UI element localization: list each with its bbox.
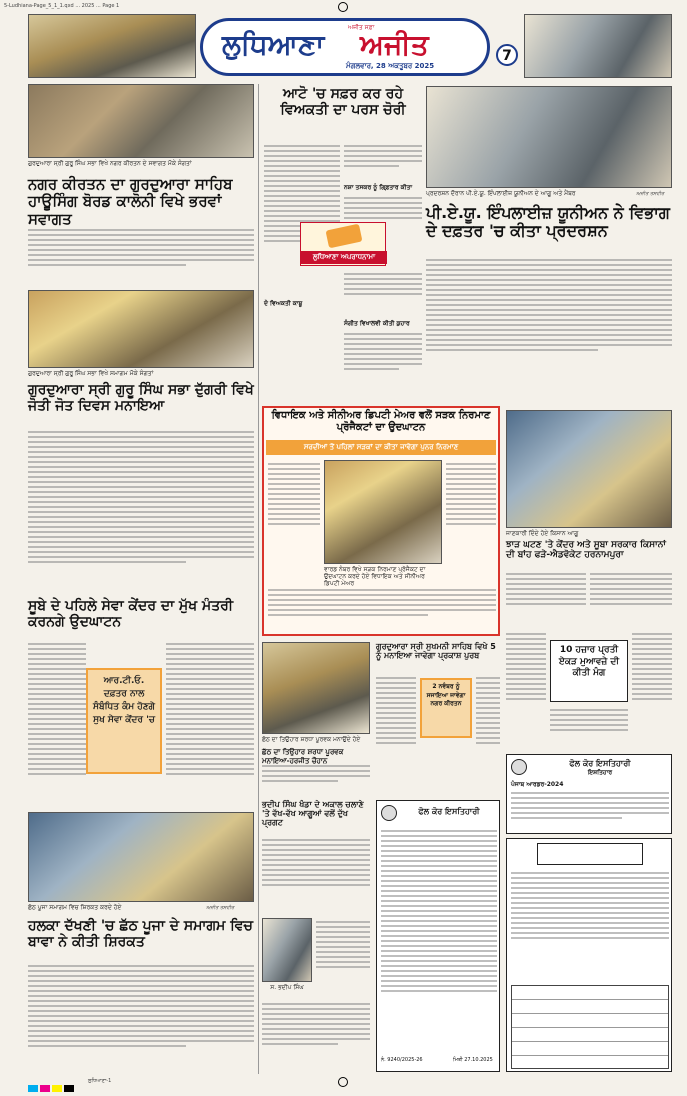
public-notice-2 bbox=[376, 800, 500, 1072]
pau-union-body bbox=[426, 256, 672, 402]
notice-2-date: ਮਿਤੀ 27.10.2025 bbox=[453, 1057, 493, 1063]
notice-2-title: ਫੋਲ ਕੋਰ ਇਸਤਿਹਾਰੀ bbox=[418, 807, 480, 816]
print-slug: 5-Ludhiana-Page_5_1_1.qxd ... 2025 ... Page 1 bbox=[4, 3, 120, 9]
seva-kendra-body-right bbox=[166, 640, 254, 810]
gurdwara-ceremony-caption: ਗੁਰਦੁਆਰਾ ਸ੍ਰੀ ਗੁਰੂ ਸਿੰਘ ਸਭਾ ਵਿਖੇ ਸਮਾਗਮ ਮੌਕੇ ਸੰਗਤਾਂ bbox=[28, 370, 154, 377]
registration-mark-bottom bbox=[338, 1077, 348, 1087]
bhadipdeep-body-top bbox=[262, 836, 370, 916]
notice-2-ref: ਨੰ. 9240/2025-26 bbox=[381, 1057, 423, 1063]
bhadipdeep-headline: ਭਦੀਪ ਸਿੰਘ ਖੰਡਾ ਦੇ ਅਕਾਲ ਚਲਾਣੇ 'ਤੇ ਵੱਖ-ਵੱਖ ਆਗੂਆਂ ਵਲੋਂ ਦੁੱਖ ਪ੍ਰਗਟ bbox=[262, 800, 364, 828]
halqa-dakhni-body bbox=[28, 962, 254, 1072]
purse-theft-headline: ਆਟੋ 'ਚ ਸਫ਼ਰ ਕਰ ਰਹੇ ਵਿਅਕਤੀ ਦਾ ਪਰਸ ਚੋਰੀ bbox=[280, 86, 406, 119]
registration-mark-top bbox=[338, 2, 348, 12]
road-projects-body-bottom bbox=[268, 586, 496, 632]
road-projects-body-left bbox=[268, 460, 320, 570]
public-notice-1 bbox=[506, 754, 672, 834]
notice-1-ref: ਪੰਜਾਬ ਆਰਡਰ-2024 bbox=[511, 781, 564, 788]
bhadipdeep-photo-caption: ਸ. ਭਦੀਪ ਸਿੰਘ bbox=[270, 984, 304, 991]
farmers-body-col1 bbox=[506, 630, 546, 750]
purse-theft-body-left bbox=[264, 142, 340, 402]
halqa-dakhni-credit: ਅਜੀਤ ਤਸਵੀਰ bbox=[206, 905, 235, 911]
masthead-left-photo bbox=[28, 14, 196, 78]
footer-code: ਲੁਧਿਆਣਾ-1 bbox=[88, 1078, 112, 1084]
chhath-headline: ਛੱਠ ਦਾ ਤਿਉਹਾਰ ਸ਼ਰਧਾ ਪੂਰਵਕ ਮਨਾਇਆ-ਹਰਜੀਤ ਚੌਹਾਨ bbox=[262, 748, 344, 765]
seva-kendra-quote-box bbox=[86, 668, 162, 774]
road-projects-photo bbox=[324, 460, 442, 564]
public-notice-3 bbox=[506, 838, 672, 1072]
farmers-photo bbox=[506, 410, 672, 528]
bhadipdeep-body-side bbox=[316, 918, 370, 998]
chhath-body bbox=[262, 762, 370, 792]
pau-union-photo bbox=[426, 86, 672, 188]
farmers-caption: ਜਾਣਕਾਰੀ ਦਿੰਦੇ ਹੋਏ ਕਿਸਾਨ ਆਗੂ bbox=[506, 530, 579, 537]
nagar-kirtan-body bbox=[28, 226, 254, 288]
halqa-dakhni-photo bbox=[28, 812, 254, 902]
notice-1-body bbox=[511, 789, 669, 831]
sukhmani-body-right bbox=[476, 674, 500, 794]
notice-3-header bbox=[537, 843, 643, 865]
notice-3-body bbox=[511, 869, 669, 979]
masthead-banner bbox=[200, 18, 490, 76]
pau-union-headline: ਪੀ.ਏ.ਯੂ. ਇੰਪਲਾਈਜ਼ ਯੂਨੀਅਨ ਨੇ ਵਿਭਾਗ ਦੇ ਦਫ਼ਤਰ 'ਚ ਕੀਤਾ ਪ੍ਰਦਰਸ਼ਨ bbox=[426, 203, 670, 241]
bhadipdeep-photo bbox=[262, 918, 312, 982]
nagar-kirtan-photo bbox=[28, 84, 254, 158]
notice-1-heading: ਇਸ਼ਤਿਹਾਰ bbox=[587, 769, 613, 776]
farmers-quote-box bbox=[550, 640, 628, 702]
road-projects-headline: ਵਿਧਾਇਕ ਅਤੇ ਸੀਨੀਅਰ ਡਿਪਟੀ ਮੇਅਰ ਵਲੋਂ ਸੜਕ ਨਿਰਮਾਣ ਪ੍ਰੋਜੈਕਟਾਂ ਦਾ ਉਦਘਾਟਨ bbox=[271, 410, 491, 433]
halqa-dakhni-caption: ਛੱਠ ਪੂਜਾ ਸਮਾਗਮ ਵਿਚ ਸ਼ਿਰਕਤ ਕਰਦੇ ਹੋਏ bbox=[28, 904, 122, 911]
bhadipdeep-body-bottom bbox=[262, 1000, 370, 1070]
sukhmani-body-left bbox=[376, 674, 416, 794]
purse-theft-body-bottom bbox=[344, 270, 422, 320]
notice-1-emblem bbox=[511, 759, 527, 775]
masthead-tagline: ਅਜੀਤ ਸਫ਼ਾ bbox=[348, 24, 375, 31]
farmers-body-bottom bbox=[550, 706, 628, 750]
gurdwara-ceremony-photo bbox=[28, 290, 254, 368]
sukhmani-quote-box bbox=[420, 678, 472, 738]
masthead-city: ਲੁਧਿਆਣਾ bbox=[222, 28, 325, 61]
crime-logo-icon bbox=[326, 224, 363, 249]
masthead-title: ਅਜੀਤ bbox=[360, 28, 429, 61]
notice-2-emblem bbox=[381, 805, 397, 821]
pau-union-credit: ਅਜੀਤ ਤਸਵੀਰ bbox=[636, 191, 665, 197]
chhath-caption: ਛੱਠ ਦਾ ਤਿਉਹਾਰ ਸ਼ਰਧਾ ਪੂਰਵਕ ਮਨਾਉਂਦੇ ਹੋਏ bbox=[262, 736, 361, 743]
masthead-date: ਮੰਗਲਵਾਰ, 28 ਅਕਤੂਬਰ 2025 bbox=[346, 62, 435, 70]
seva-kendra-headline: ਸੂਬੇ ਦੇ ਪਹਿਲੇ ਸੇਵਾ ਕੇਂਦਰ ਦਾ ਮੁੱਖ ਮੰਤਰੀ ਕਰਨਗੇ ਉਦਘਾਟਨ bbox=[28, 598, 234, 631]
guru-singh-sabha-headline: ਗੁਰਦੁਆਰਾ ਸ੍ਰੀ ਗੁਰੂ ਸਿੰਘ ਸਭਾ ਦੁੱਗਰੀ ਵਿਖੇ ਜੋਤੀ ਜੋਤ ਦਿਵਸ ਮਨਾਇਆ bbox=[28, 382, 254, 415]
seva-kendra-quote: ਆਰ.ਟੀ.ਓ. ਦਫ਼ਤਰ ਨਾਲ ਸੰਬੰਧਿਤ ਕੰਮ ਹੋਣਗੇ ਸੁਖ ਸੇਵਾ ਕੇਂਦਰ 'ਚ bbox=[93, 676, 155, 726]
farmers-quote: 10 ਹਜ਼ਾਰ ਪ੍ਰਤੀ ਏਕੜ ਮੁਆਵਜ਼ੇ ਦੀ ਕੀਤੀ ਮੰਗ bbox=[558, 645, 620, 679]
road-projects-body-right bbox=[446, 460, 496, 570]
music-body bbox=[344, 330, 422, 400]
seva-kendra-body-left bbox=[28, 640, 86, 810]
farmers-body-col3 bbox=[632, 630, 672, 750]
notice-1-title: ਫੋਲ ਕੋਰ ਇਸਤਿਹਾਰੀ bbox=[569, 759, 631, 768]
masthead-right-photo bbox=[524, 14, 672, 78]
nagar-kirtan-headline: ਨਗਰ ਕੀਰਤਨ ਦਾ ਗੁਰਦੁਆਰਾ ਸਾਹਿਬ ਹਾਊਸਿੰਗ ਬੋਰਡ ਕਾਲੋਨੀ ਵਿਖੇ ਭਰਵਾਂ ਸਵਾਗਤ bbox=[28, 175, 233, 228]
chhath-photo bbox=[262, 642, 370, 734]
pau-union-caption: ਪ੍ਰਦਰਸ਼ਨ ਦੌਰਾਨ ਪੀ.ਏ.ਯੂ. ਇੰਪਲਾਈਜ਼ ਯੂਨੀਅਨ ਦੇ ਆਗੂ ਅਤੇ ਮੈਂਬਰ bbox=[426, 190, 576, 197]
road-projects-subhead: ਸਰਦੀਆਂ ਤੋਂ ਪਹਿਲਾਂ ਸੜਕਾਂ ਦਾ ਕੀਤਾ ਜਾਵੇਗਾ ਪੁਨਰ ਨਿਰਮਾਣ bbox=[266, 440, 496, 455]
color-bar bbox=[28, 1077, 76, 1096]
two-arrested-subhead: ਦੋ ਵਿਅਕਤੀ ਕਾਬੂ bbox=[264, 300, 303, 307]
nagar-kirtan-caption: ਗੁਰਦੁਆਰਾ ਸ੍ਰੀ ਗੁਰੂ ਸਿੰਘ ਸਭਾ ਵਿਖੇ ਨਗਰ ਕੀਰਤਨ ਦੇ ਸਵਾਗਤ ਮੌਕੇ ਸੰਗਤਾਂ bbox=[28, 160, 192, 167]
guru-singh-sabha-body bbox=[28, 428, 254, 598]
farmers-body-left bbox=[506, 570, 586, 626]
farmers-body-right bbox=[590, 570, 672, 626]
purse-theft-body-right bbox=[344, 142, 422, 182]
crime-logo-box bbox=[300, 222, 386, 266]
notice-2-body bbox=[381, 827, 497, 1037]
road-projects-caption: ਵਾਰਡ ਨੰਬਰ ਵਿਖੇ ਸੜਕ ਨਿਰਮਾਣ ਪ੍ਰੋਜੈਕਟ ਦਾ ਉਦਘਾਟਨ ਕਰਦੇ ਹੋਏ ਵਿਧਾਇਕ ਅਤੇ ਸੀਨੀਅਰ ਡਿਪਟੀ ਮੇਅਰ bbox=[324, 566, 426, 588]
column-rule-left bbox=[258, 84, 259, 1074]
sukhmani-quote: 2 ਨਵੰਬਰ ਨੂੰ ਸਜਾਇਆ ਜਾਵੇਗਾ ਨਗਰ ਕੀਰਤਨ bbox=[426, 683, 466, 708]
halqa-dakhni-headline: ਹਲਕਾ ਦੱਖਣੀ 'ਚ ਛੱਠ ਪੂਜਾ ਦੇ ਸਮਾਗਮ ਵਿਚ ਬਾਵਾ ਨੇ ਕੀਤੀ ਸ਼ਿਰਕਤ bbox=[28, 918, 253, 951]
farmers-headline: ਝਾੜ ਘਟਣ 'ਤੇ ਕੇਂਦਰ ਅਤੇ ਸੂਬਾ ਸਰਕਾਰ ਕਿਸਾਨਾਂ ਦੀ ਬਾਂਹ ਫੜੇ-ਐਡਵੋਕੇਟ ਹਰਨਾਮਪੁਰਾ bbox=[506, 540, 666, 561]
crime-logo-label: ਲੁਧਿਆਣਾ ਅਪਰਾਧਨਾਮਾ bbox=[301, 251, 387, 264]
drug-smuggler-subhead: ਨਸ਼ਾ ਤਸਕਰ ਨੂੰ ਗਿ੍ਫ਼ਤਾਰ ਕੀਤਾ bbox=[344, 184, 413, 191]
notice-3-table bbox=[511, 985, 669, 1069]
page-number: 7 bbox=[496, 44, 518, 66]
sukhmani-headline: ਗੁਰਦੁਆਰਾ ਸ੍ਰੀ ਸੁਖਮਨੀ ਸਾਹਿਬ ਵਿਖੇ 5 ਨੂੰ ਮਨਾਇਆ ਜਾਵੇਗਾ ਪ੍ਰਕਾਸ਼ ਪੁਰਬ bbox=[376, 642, 496, 661]
music-subhead: ਸੰਗੀਤ ਵਿਖਾਲਵੀ ਕੀਤੀ ਕੁਹਾਰ bbox=[344, 320, 410, 327]
